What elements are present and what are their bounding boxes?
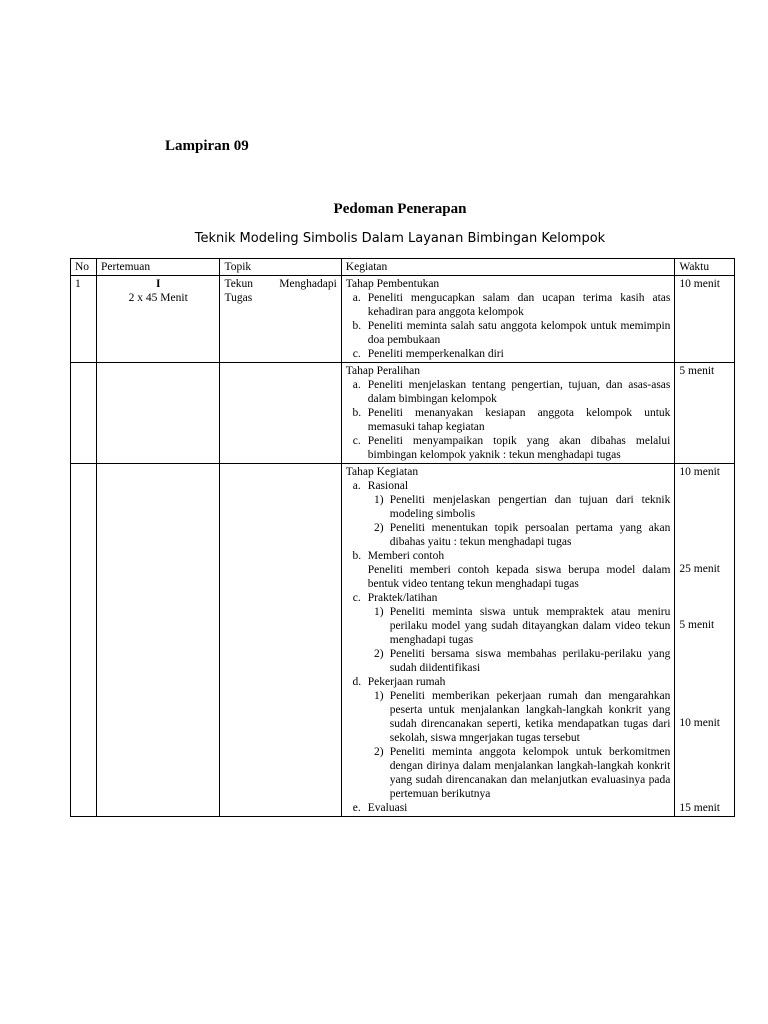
waktu-c: 5 menit [679,619,715,631]
cell-waktu [675,464,735,817]
cell-kegiatan [341,276,675,363]
stage-title: Tahap Kegiatan [345,466,419,478]
waktu-b: 25 menit [679,563,720,575]
cell-kegiatan [341,464,675,817]
cell-no: 1 [71,276,97,363]
list-item: a. Rasional [352,480,409,492]
stage-title: Tahap Peralihan [345,365,421,377]
table-row [71,363,735,464]
guideline-table [70,258,735,817]
header-pertemuan: Pertemuan [96,259,219,276]
cell-waktu: 10 menit [675,276,735,363]
list-item: 2) Peneliti menentukan topik persoalan pertama yang akan dibahas yaitu : tekun menghadapi tugas [373,522,671,548]
waktu-d: 10 menit [679,717,720,729]
list-item: c. Peneliti menyampaikan topik yang akan dibahas melalui bimbingan kelompok yaknik : tekun menghadapi tugas [352,435,671,461]
list-item: 2) Peneliti bersama siswa membahas perilaku-perilaku yang sudah diidentifikasi [373,648,671,674]
cell-topik: Tekun Menghadapi Tugas [220,276,341,363]
stage-title: Tahap Pembentukan [345,278,440,290]
waktu-e: 15 menit [679,802,720,814]
list-item: b. Memberi contoh [352,550,445,562]
table-row [71,276,735,363]
cell-waktu: 5 menit [675,363,735,464]
cell-pertemuan [96,464,219,817]
list-item: b. Peneliti meminta salah satu anggota kelompok untuk memimpin doa pembukaan [352,320,671,346]
list-item: c. Peneliti memperkenalkan diri [352,348,504,360]
cell-topik [220,363,341,464]
cell-no [71,464,97,817]
pertemuan-number: I [155,278,161,290]
list-item: 1) Peneliti menjelaskan pengertian dan tujuan dari teknik modeling simbolis [373,494,671,520]
cell-kegiatan [341,363,675,464]
header-topik: Topik [220,259,341,276]
list-item: b. Peneliti menanyakan kesiapan anggota kelompok untuk memasuki tahap kegiatan [352,407,671,433]
waktu-a: 10 menit [679,466,720,478]
list-item: c. Praktek/latihan [352,592,438,604]
appendix-label: Lampiran 09 [165,138,249,154]
page-subtitle: Teknik Modeling Simbolis Dalam Layanan Bimbingan Kelompok [194,231,606,246]
table-row [71,464,735,817]
header-no: No [71,259,97,276]
list-item: d. Pekerjaan rumah [352,676,446,688]
paragraph: Peneliti memberi contoh kepada siswa berupa model dalam bentuk video tentang tekun menghadapi tugas [367,564,671,590]
list-item: a. Peneliti mengucapkan salam dan ucapan terima kasih atas kehadiran para anggota kelompok [352,292,671,318]
header-kegiatan: Kegiatan [341,259,675,276]
list-item: 2) Peneliti meminta anggota kelompok untuk berkomitmen dengan dirinya dalam menjalankan langkah-langkah konkrit yang sudah direncanakan dan melanjutkan evaluasinya pada pertemuan berikutnya [373,746,671,800]
cell-topik [220,464,341,817]
table-header-row [71,259,735,276]
list-item: e. Evaluasi [352,802,408,814]
cell-pertemuan [96,363,219,464]
list-item: a. Peneliti menjelaskan tentang pengertian, tujuan, dan asas-asas dalam bimbingan kelompok [352,379,671,405]
cell-pertemuan [96,276,219,363]
header-waktu: Waktu [675,259,735,276]
list-item: 1) Peneliti memberikan pekerjaan rumah dan mengarahkan peserta untuk menjalankan langkah-langkah konkrit yang sudah direncanakan seperti, ketika mendapatkan tugas dari sekolah, siswa mngerjakan tugas tersebut [373,690,671,744]
page-title: Pedoman Penerapan [333,201,467,217]
cell-no [71,363,97,464]
list-item: 1) Peneliti meminta siswa untuk mempraktek atau meniru perilaku model yang sudah ditayangkan dalam video tekun menghadapi tugas [373,606,671,646]
pertemuan-duration: 2 x 45 Menit [128,292,188,304]
